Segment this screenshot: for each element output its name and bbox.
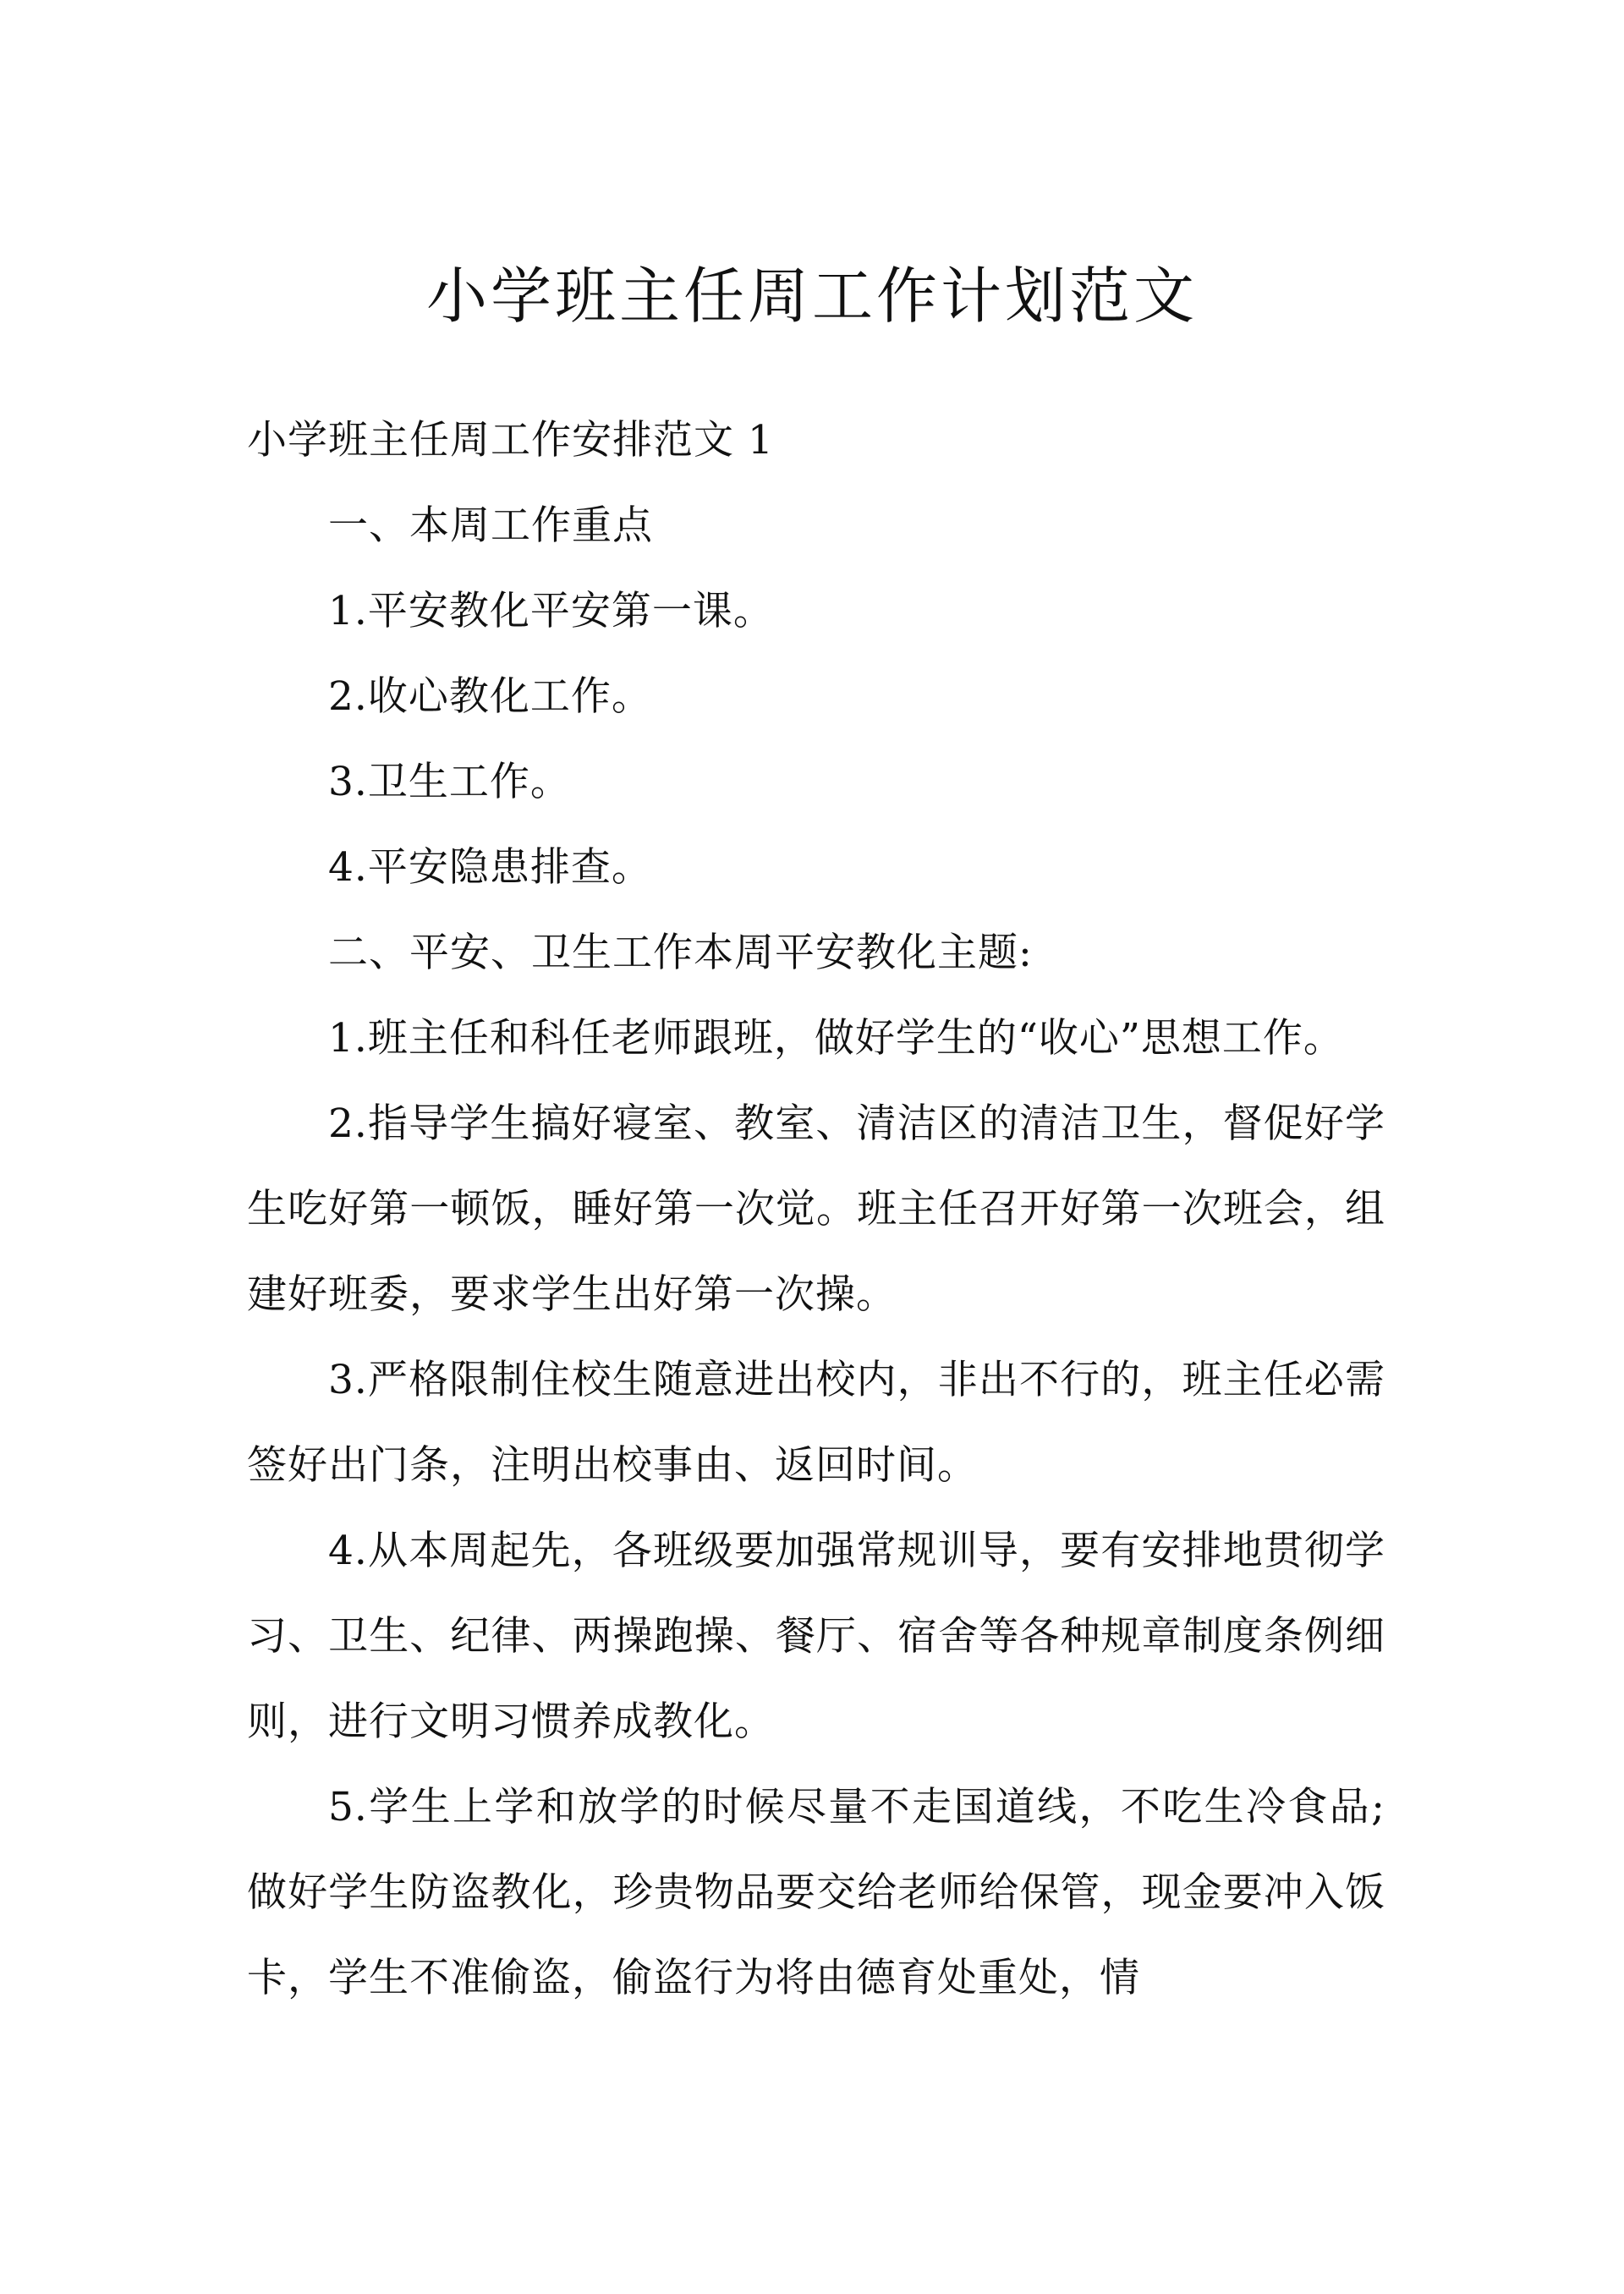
section-heading-paragraph: 二、平安、卫生工作本周平安教化主题:	[328, 930, 1033, 976]
section-heading-paragraph: 一、本周工作重点	[328, 502, 653, 549]
list-item-paragraph: 2.收心教化工作。	[328, 673, 652, 720]
list-item-paragraph: 3.卫生工作。	[328, 759, 571, 805]
body-paragraph: 2.指导学生搞好寝室、教室、清洁区的清洁卫生，督促好学生吃好第一顿饭，睡好第一次觉。班主任召开好第一次班会，组建好班委，要求学生出好第一次操。	[247, 1100, 1385, 1318]
body-paragraph: 3.严格限制住校生随意进出校内，非出不行的，班主任必需签好出门条，注明出校事由、返回时间。	[247, 1357, 1385, 1489]
list-item-paragraph: 1.平安教化平安第一课。	[328, 588, 774, 634]
document-body	[247, 398, 1385, 2021]
body-paragraph: 4.从本周起先，各班级要加强常规训导，要有安排地贯彻学习、卫生、纪律、两操跑操、餐厅、宿舍等各种规章制度条例细则，进行文明习惯养成教化。	[247, 1528, 1385, 1745]
list-item-paragraph: 4.平安隐患排查。	[328, 844, 652, 891]
body-paragraph: 1.班主任和科任老师跟班，做好学生的“收心”思想工作。	[328, 1015, 1344, 1062]
section-heading-paragraph: 小学班主任周工作安排范文 1	[247, 417, 774, 464]
body-paragraph: 5.学生上学和放学的时候尽量不走国道线，不吃生冷食品;做好学生防盗教化，珍贵物品要交给老师给保管，现金要冲入饭卡，学生不准偷盗，偷盗行为将由德育处重处，情	[247, 1784, 1385, 2001]
document-title: 小学班主任周工作计划范文	[425, 261, 1198, 332]
